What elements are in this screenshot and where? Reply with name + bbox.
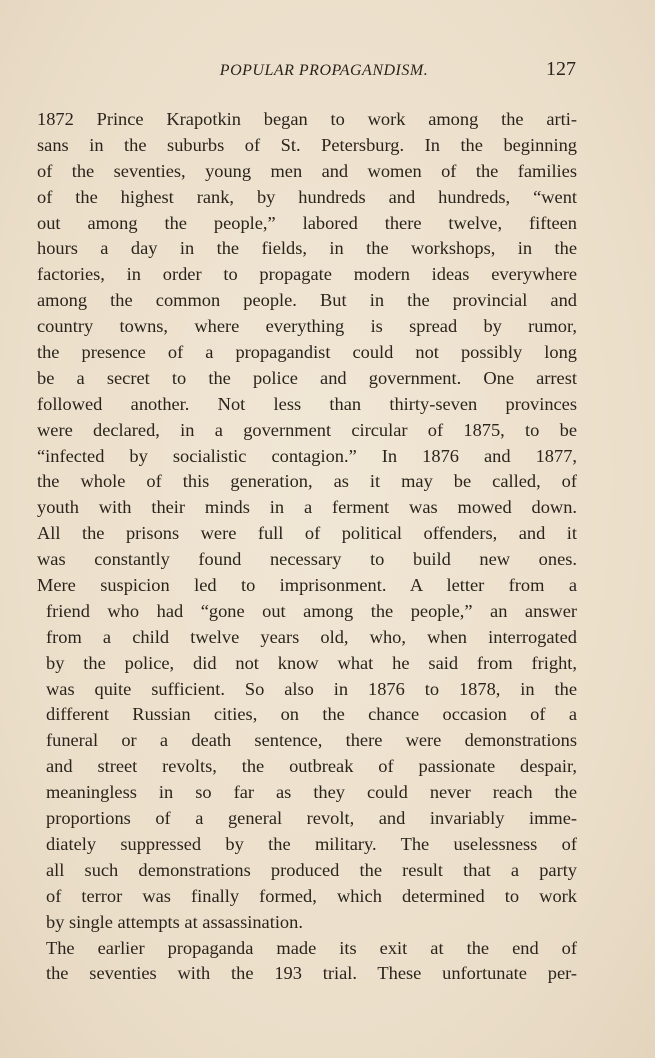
text-line-12: followed another. Not less than thirty-seven provinces	[37, 393, 577, 414]
text-line-8: among the common people. But in the provincial and	[37, 290, 577, 311]
text-line-23: was quite sufficient. So also in 1876 to 1878, in the	[46, 678, 577, 699]
text-line-19: Mere suspicion led to imprisonment. A letter from a	[37, 575, 577, 596]
body-text	[37, 107, 577, 987]
text-line-27: meaningless in so far as they could never reach the	[46, 782, 577, 803]
text-line-26: and street revolts, the outbreak of passionate despair,	[46, 756, 577, 777]
text-line-14: “infected by socialistic contagion.” In 1876 and 1877,	[37, 445, 577, 466]
text-line-6: hours a day in the fields, in the workshops, in the	[37, 238, 577, 259]
text-line-20: friend who had “gone out among the people,” an answer	[46, 600, 577, 621]
text-line-15: the whole of this generation, as it may be called, of	[37, 471, 577, 492]
text-line-25: funeral or a death sentence, there were demonstrations	[46, 730, 577, 751]
text-line-22: by the police, did not know what he said from fright,	[46, 652, 577, 673]
text-line-13: were declared, in a government circular of 1875, to be	[37, 419, 577, 440]
text-line-21: from a child twelve years old, who, when interrogated	[46, 626, 577, 647]
running-head	[36, 58, 576, 84]
text-line-3: of the seventies, young men and women of the families	[37, 160, 577, 181]
text-line-11: be a secret to the police and government. One arrest	[37, 367, 577, 388]
text-line-34: the seventies with the 193 trial. These unfortunate per-	[46, 963, 577, 984]
text-line-9: country towns, where everything is spread by rumor,	[37, 316, 577, 337]
text-line-2: sans in the suburbs of St. Petersburg. In the beginning	[37, 134, 577, 155]
text-line-31: of terror was finally formed, which determined to work	[46, 885, 577, 906]
text-line-10: the presence of a propagandist could not possibly long	[37, 342, 577, 363]
text-line-24: different Russian cities, on the chance occasion of a	[46, 704, 577, 725]
text-line-18: was constantly found necessary to build new ones.	[37, 549, 577, 570]
text-line-32: by single attempts at assassination.	[46, 911, 303, 932]
text-line-29: diately suppressed by the military. The uselessness of	[46, 833, 577, 854]
text-line-1: 1872 Prince Krapotkin began to work among the arti-	[37, 109, 577, 129]
text-line-5: out among the people,” labored there twelve, fifteen	[37, 212, 577, 233]
text-line-33: The earlier propaganda made its exit at the end of	[46, 937, 577, 958]
text-line-7: factories, in order to propagate modern ideas everywhere	[37, 264, 577, 285]
running-title: POPULAR PROPAGANDISM.	[219, 62, 429, 79]
text-line-28: proportions of a general revolt, and invariably imme-	[46, 808, 577, 829]
text-line-17: All the prisons were full of political offenders, and it	[37, 523, 577, 544]
text-line-16: youth with their minds in a ferment was mowed down.	[37, 497, 577, 518]
text-line-30: all such demonstrations produced the result that a party	[46, 859, 577, 880]
text-line-4: of the highest rank, by hundreds and hundreds, “went	[37, 186, 577, 207]
page-number: 127	[546, 58, 576, 80]
